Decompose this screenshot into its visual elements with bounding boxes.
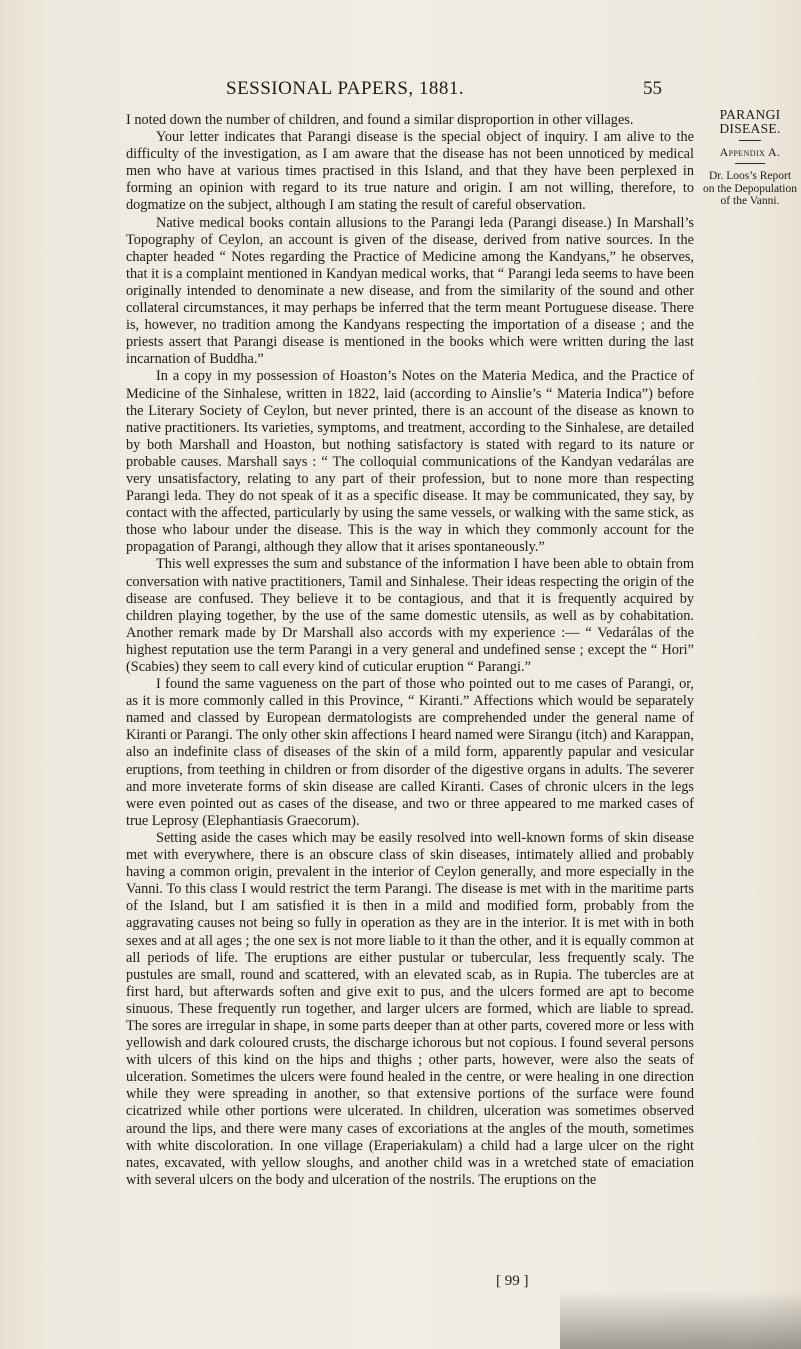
margin-note-ref-3: of the Vanni. xyxy=(720,195,780,207)
margin-note-title-2: DISEASE. xyxy=(719,121,781,136)
margin-note-divider-2 xyxy=(735,163,765,164)
paragraph-2: Your letter indicates that Parangi disease is the special object of inquiry. I am alive to the difficulty of the investigation, as I am aware that the disease has not been unnoticed by medical men who have at various times practised in this Island, and that they have been perplexed in forming an opinion with regard to its true nature and origin. I am not willing, therefore, to dogmatize on the subject, although I am stating the result of careful observation. xyxy=(126,129,694,214)
margin-note-ref-2: on the Depopulation xyxy=(703,182,797,195)
margin-note-ref-1: Dr. Loos’s Report xyxy=(708,170,792,182)
paragraph-4: In a copy in my possession of Hoaston’s Notes on the Materia Medica, and the Practice of Medicine of the Sinhalese, written in 1822, laid (according to Ainslie’s “ Materia Indica”) before the Literary Society of Ceylon, but never printed, there is an account of the disease as known to native practitioners. Its varieties, symptoms, and treatment, according to the Sinhalese, are detailed by both Marshall and Hoaston, but nothing satisfactory is stated with regard to its nature or probable causes. Marshall says : “ The colloquial communications of the Kandyan vedarálas are very unsatisfactory, relating to any part of their profession, but to none more than respecting Parangi leda. They do not speak of it as a specific disease. It may be communicated, they say, by contact with the affected, particularly by using the same vessels, or walking with the same stick, as those who labour under the disease. This is the way in which they commonly account for the propagation of Parangi, although they allow that it arises spontaneously.” xyxy=(126,368,694,556)
paragraph-7: Setting aside the cases which may be easily resolved into well-known forms of skin disease met with everywhere, there is an obscure class of skin diseases, intimately allied and probably having a common origin, prevalent in the interior of Ceylon generally, and more especially in the Vanni. To this class I would restrict the term Parangi. The disease is met with in the maritime parts of the Island, but I am satisfied it is then in a mild and modified form, probably from the aggravating causes not being so fully in operation as they are in the interior. It is met with in both sexes and at all ages ; the one sex is not more liable to it than the other, and it is equally common at all periods of life. The eruptions are either pustular or tubercular, less frequently scaly. The pustules are small, round and scattered, with an elevated scab, as in Rupia. The tubercles are at first hard, but afterwards soften and give exit to pus, and the ulcers formed are apt to become sinuous. These frequently run together, and larger ulcers are formed, which are liable to spread. The sores are irregular in shape, in some parts deeper than at other parts, covered more or less with yellowish and dark coloured crusts, the discharge ichorous but not copious. I found several persons with ulcers of this kind on the hips and thighs ; other parts, however, were also the seats of ulceration. Sometimes the ulcers were found healed in the centre, or were healing in one direction while they were spreading in another, so that extensive portions of the surface were found cicatrized while other portions were ulcerated. In children, ulceration was sometimes observed around the lips, and there were many cases of excoriations at the angles of the mouth, sometimes with white discoloration. In one village (Eraperiakulam) a child had a large ulcer on the right nates, excavated, with yellow sloughs, and another child was in a wretched state of emaciation with several ulcers on the body and ulceration of the nostrils. The eruptions on the xyxy=(126,829,694,1188)
page-signature-mark: [ 99 ] xyxy=(496,1273,529,1289)
paragraph-6: I found the same vagueness on the part of those who pointed out to me cases of Parangi, or, as it is more commonly called in this Province, “ Kiranti.” Affections which would be separately named and classed by European dermatologists are comprehended under the general name of Kiranti or Parangi. The only other skin affections I heard named were Sirangu (itch) and Karappan, also an indefinite class of diseases of the skin of a mild form, apparently papular and vesicular eruptions, from teething in children or from disorder of the digestive organs in adults. The severer and more inveterate forms of skin disease are called Kiranti. Cases of chronic ulcers in the legs were even pointed out as cases of the disease, and two or three appeared to me marked cases of true Leprosy (Elephantiasis Graecorum). xyxy=(126,676,694,829)
paragraph-1: I noted down the number of children, and found a similar disproportion in other villages. xyxy=(126,112,634,128)
margin-note-appendix: Appendix A. xyxy=(719,145,781,159)
margin-note xyxy=(700,108,800,208)
margin-note-title-1: PARANGI xyxy=(719,107,781,122)
margin-note-divider xyxy=(739,140,761,141)
paragraph-5: This well expresses the sum and substance of the information I have been able to obtain from conversation with native practitioners, Tamil and Sinhalese. Their ideas respecting the origin of the disease are confused. They believe it to be contagious, and that it is frequently acquired by children playing together, by the use of the same domestic utensils, as well as by cohabitation. Another remark made by Dr Marshall also accords with my experience :— “ Vedarálas of the highest reputation use the term Parangi in a very general and undefined sense ; except the “ Hori” (Scabies) they seem to call every kind of cuticular eruption “ Parangi.” xyxy=(126,556,694,675)
binding-shadow xyxy=(560,1290,801,1349)
paragraph-3: Native medical books contain allusions to the Parangi leda (Parangi disease.) In Marshall’s Topography of Ceylon, an account is given of the disease, derived from native sources. In the chapter headed “ Notes regarding the Practice of Medicine among the Kandyans,” he observes, that it is a complaint mentioned in Kandyan medical works, that “ Parangi leda seems to have been originally intended to denominate a new disease, and from the similarity of the sound and other collateral circumstances, it may perhaps be inferred that the term meant Portuguese disease. There is, however, no tradition among the Kandyans respecting the importation of a disease ; and the priests assert that Parangi disease is mentioned in the books which were written during the last incarnation of Buddha.” xyxy=(126,214,694,368)
running-title: SESSIONAL PAPERS, 1881. xyxy=(226,78,465,99)
page-header xyxy=(0,78,801,104)
body-text xyxy=(126,112,694,1189)
page-number: 55 xyxy=(643,78,662,99)
